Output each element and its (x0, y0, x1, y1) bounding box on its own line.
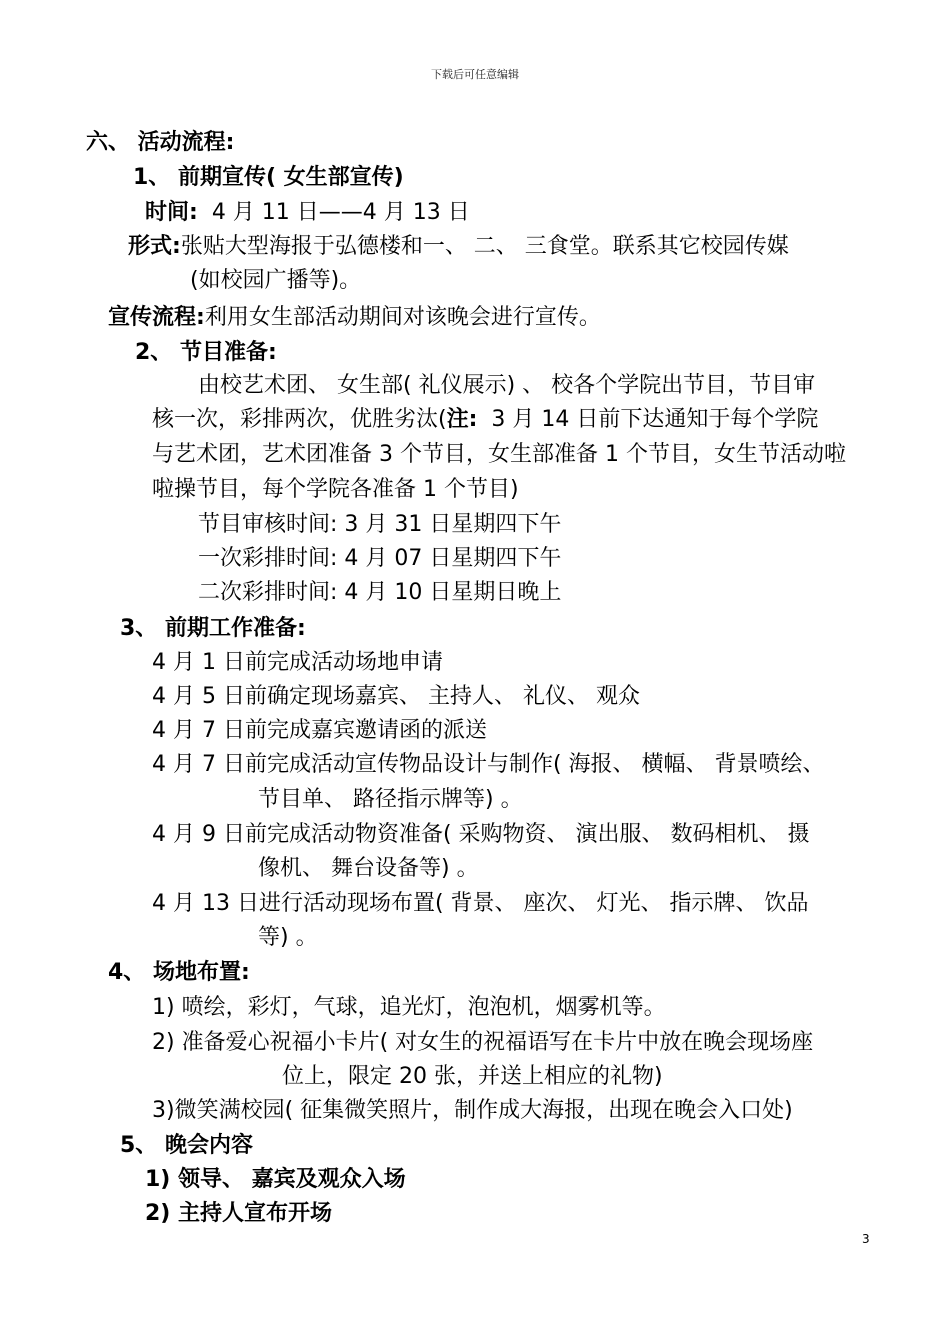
list-item-cont: 等) 。 (258, 925, 318, 950)
form-line (128, 232, 789, 262)
flow-label: 宣传流程: (108, 305, 205, 330)
page-header: 下载后可任意编辑 (431, 68, 519, 81)
rehearsal-time-1: 一次彩排时间: 4 月 07 日星期四下午 (198, 546, 562, 571)
form-text: 张贴大型海报于弘德楼和一、 二、 三食堂。联系其它校园传媒 (180, 234, 789, 259)
time-label: 时间: (145, 200, 198, 225)
list-item-cont: 节目单、 路径指示牌等) 。 (258, 787, 523, 812)
flow-text: 利用女生部活动期间对该晚会进行宣传。 (204, 305, 601, 330)
list-item: 4 月 9 日前完成活动物资准备( 采购物资、 演出服、 数码相机、 摄 (152, 822, 810, 847)
form-text-cont: (如校园广播等)。 (190, 268, 362, 293)
program-para-1: 由校艺术团、 女生部( 礼仪展示) 、 校各个学院出节目，节目审 (198, 373, 816, 398)
list-item: 1) 领导、 嘉宾及观众入场 (145, 1167, 406, 1192)
subsection-title-5: 5、 晚会内容 (120, 1133, 253, 1158)
program-para-4: 啦操节目，每个学院各准备 1 个节目) (152, 477, 519, 502)
review-time: 节目审核时间: 3 月 31 日星期四下午 (198, 512, 562, 537)
program-para-2 (152, 405, 818, 435)
subsection-title-2: 2、 节目准备: (135, 340, 277, 365)
subsection-title-3: 3、 前期工作准备: (120, 616, 306, 641)
note-text: 3 月 14 日前下达通知于每个学院 (491, 407, 819, 432)
time-value: 4 月 11 日——4 月 13 日 (211, 200, 470, 225)
note-label: 注: (446, 407, 478, 432)
list-item: 2) 准备爱心祝福小卡片( 对女生的祝福语写在卡片中放在晚会现场座 (152, 1030, 814, 1055)
list-item: 4 月 13 日进行活动现场布置( 背景、 座次、 灯光、 指示牌、 饮品 (152, 891, 809, 916)
rehearsal-time-2: 二次彩排时间: 4 月 10 日星期日晚上 (198, 580, 562, 605)
subsection-title-4: 4、 场地布置: (108, 960, 250, 985)
page-number: 3 (862, 1232, 870, 1246)
list-item: 4 月 7 日前完成活动宣传物品设计与制作( 海报、 横幅、 背景喷绘、 (152, 752, 825, 777)
list-item: 4 月 7 日前完成嘉宾邀请函的派送 (152, 718, 487, 743)
program-para-3: 与艺术团，艺术团准备 3 个节目，女生部准备 1 个节目，女生节活动啦 (152, 442, 846, 467)
form-label: 形式: (128, 234, 181, 259)
time-line (145, 198, 470, 228)
program-para-2-text: 核一次，彩排两次，优胜劣汰( (152, 407, 447, 432)
list-item: 4 月 5 日前确定现场嘉宾、 主持人、 礼仪、 观众 (152, 684, 640, 709)
list-item: 3)微笑满校园( 征集微笑照片，制作成大海报，出现在晚会入口处) (152, 1098, 793, 1123)
list-item: 2) 主持人宣布开场 (145, 1201, 333, 1226)
list-item: 4 月 1 日前完成活动场地申请 (152, 650, 443, 675)
list-item-cont: 位上，限定 20 张，并送上相应的礼物) (282, 1064, 663, 1089)
subsection-title-1: 1、 前期宣传( 女生部宣传) (133, 165, 404, 190)
list-item: 1) 喷绘，彩灯，气球，追光灯，泡泡机，烟雾机等。 (152, 995, 666, 1020)
section-heading: 六、 活动流程: (86, 130, 235, 155)
list-item-cont: 像机、 舞台设备等) 。 (258, 856, 479, 881)
flow-line (108, 303, 601, 333)
